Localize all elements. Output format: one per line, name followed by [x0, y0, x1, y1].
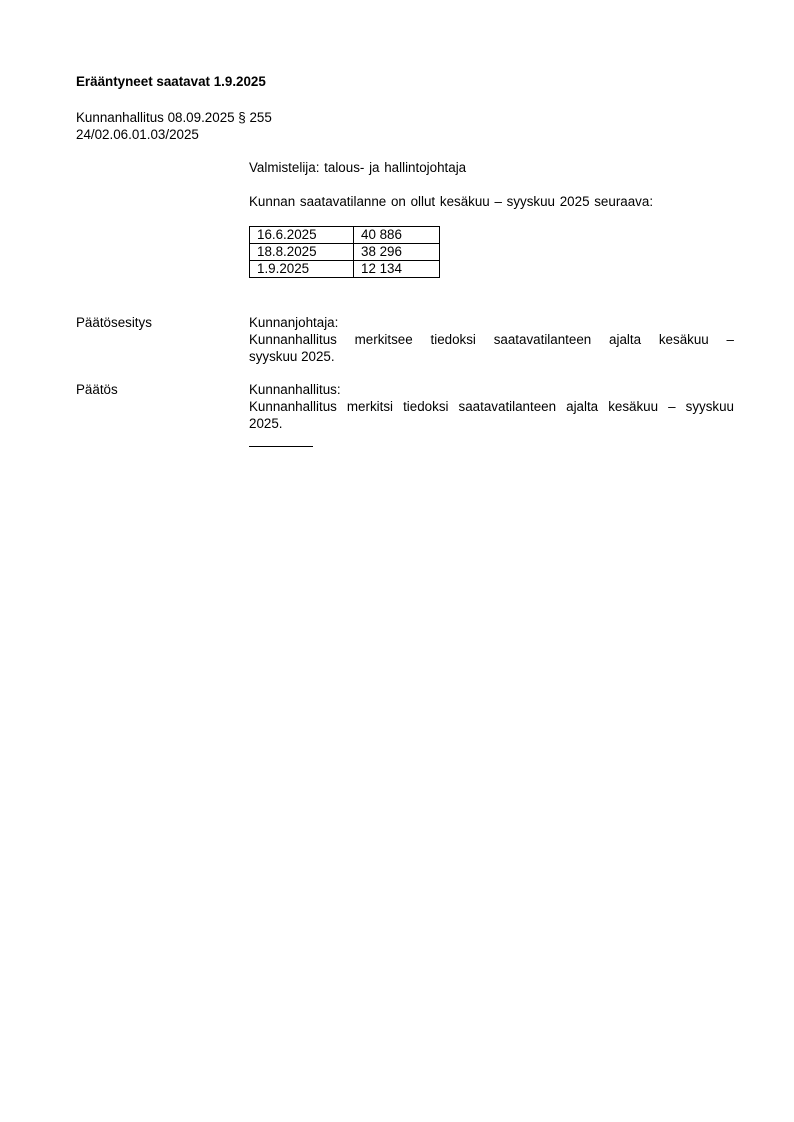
decision-text-line: 2025.	[249, 416, 283, 431]
proposal-speaker: Kunnanjohtaja:	[249, 315, 339, 330]
proposal-label: Päätösesitys	[76, 315, 152, 330]
meeting-line: Kunnanhallitus 08.09.2025 § 255	[76, 110, 272, 125]
table-row	[250, 244, 440, 261]
decision-text-line: Kunnanhallitus merkitsi tiedoksi saatavatilanteen ajalta kesäkuu – syyskuu	[249, 399, 734, 414]
date-cell: 18.8.2025	[250, 244, 354, 261]
preparer-line: Valmistelija: talous- ja hallintojohtaja	[249, 160, 467, 175]
intro-text: Kunnan saatavatilanne on ollut kesäkuu – syyskuu 2025 seuraava:	[249, 194, 654, 209]
table-row	[250, 227, 440, 244]
amount-cell: 12 134	[354, 261, 440, 278]
date-cell: 16.6.2025	[250, 227, 354, 244]
table-row	[250, 261, 440, 278]
proposal-text-line: Kunnanhallitus merkitsee tiedoksi saatavatilanteen ajalta kesäkuu –	[249, 332, 734, 347]
date-cell: 1.9.2025	[250, 261, 354, 278]
record-number: 24/02.06.01.03/2025	[76, 127, 199, 142]
amount-cell: 40 886	[354, 227, 440, 244]
amount-cell: 38 296	[354, 244, 440, 261]
proposal-body	[249, 314, 734, 365]
end-rule	[249, 446, 313, 447]
decision-body	[249, 381, 734, 432]
decision-speaker: Kunnanhallitus:	[249, 382, 341, 397]
document-title: Erääntyneet saatavat 1.9.2025	[76, 74, 266, 89]
meeting-info	[76, 109, 272, 143]
decision-label: Päätös	[76, 382, 118, 397]
receivables-table	[249, 226, 440, 278]
proposal-text-line: syyskuu 2025.	[249, 349, 335, 364]
